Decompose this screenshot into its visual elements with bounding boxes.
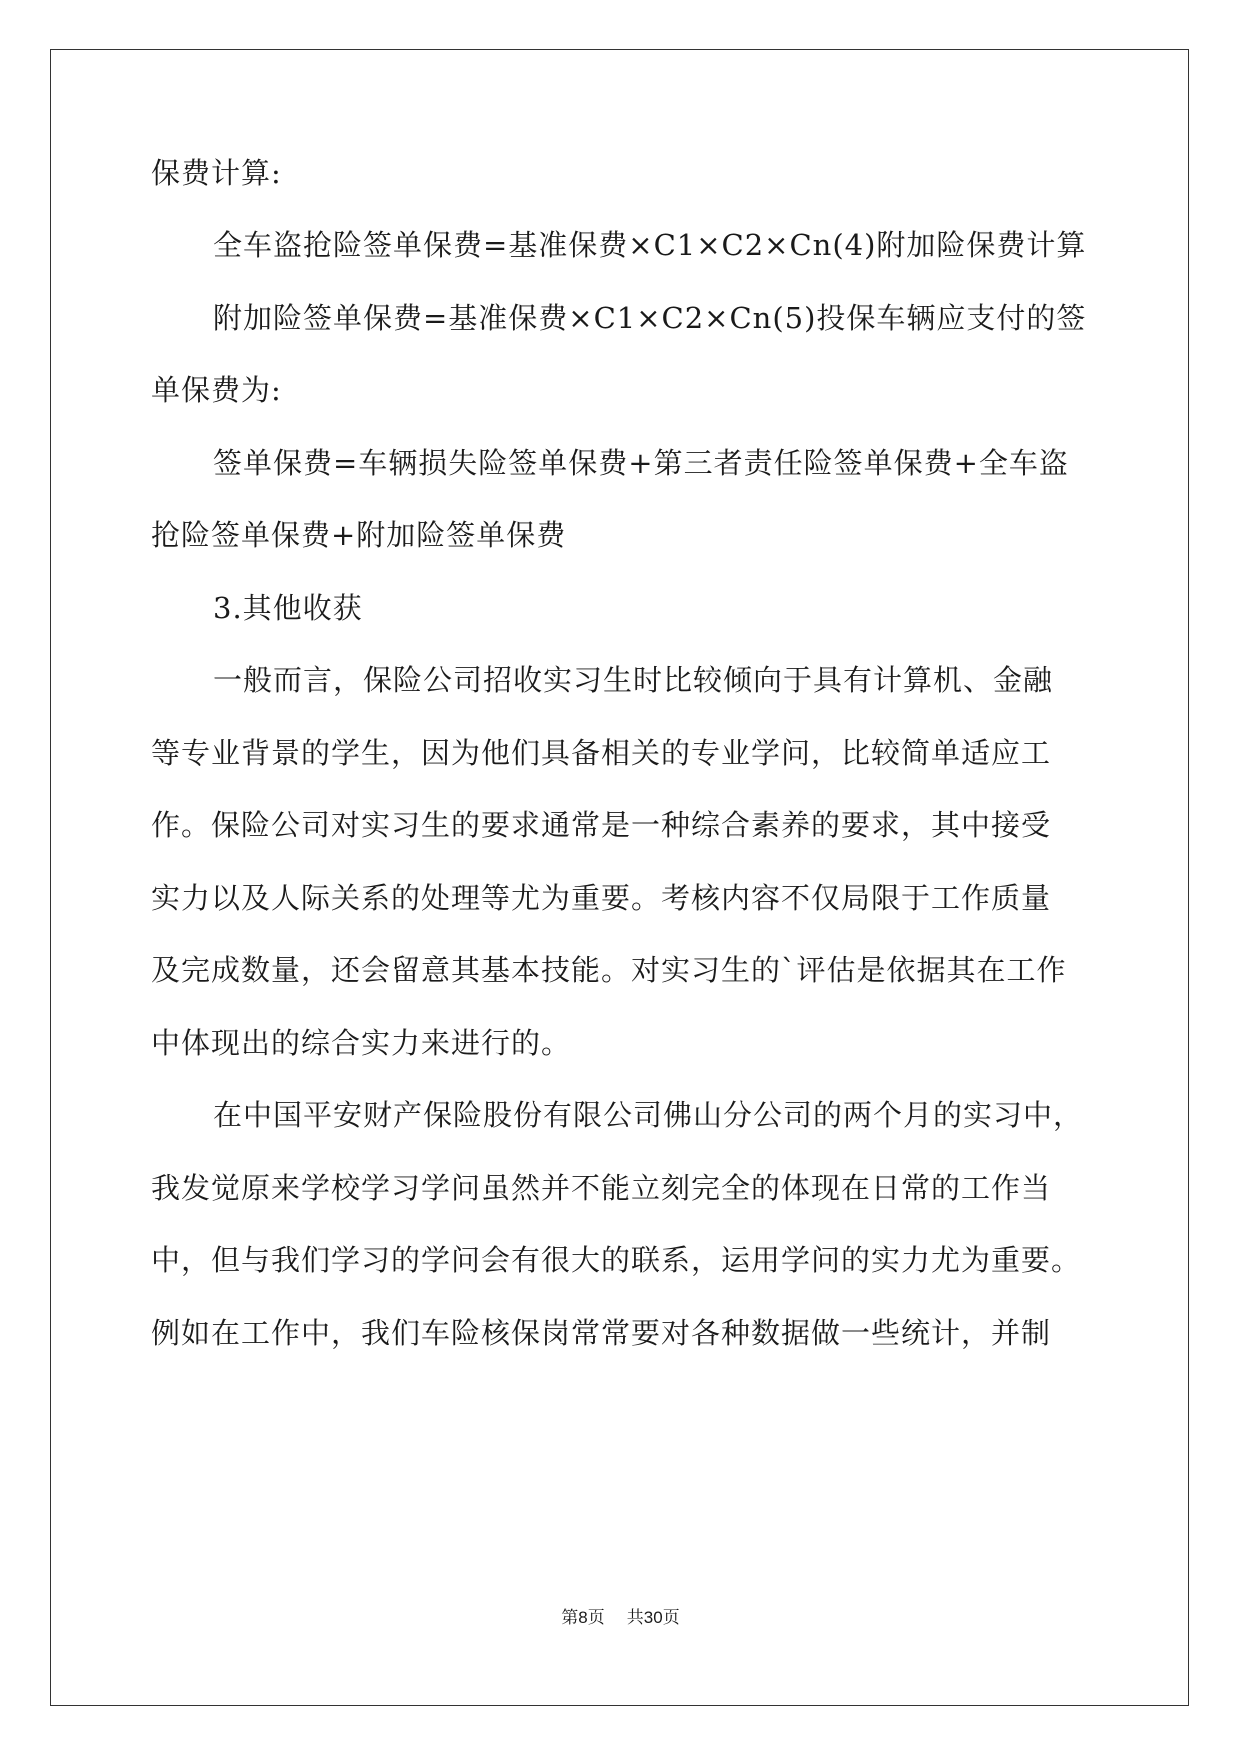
paragraph-line: 附加险签单保费=基准保费×C1×C2×Cn(5)投保车辆应支付的签 — [213, 301, 1087, 335]
paragraph-line: 签单保费=车辆损失险签单保费+第三者责任险签单保费+全车盗 — [213, 446, 1069, 480]
paragraph-line: 保费计算: — [151, 156, 282, 190]
total-pages: 30 — [643, 1608, 663, 1627]
paragraph-line: 中体现出的综合实力来进行的。 — [151, 1026, 572, 1060]
paragraph-line: 单保费为: — [151, 373, 282, 407]
paragraph-line: 一般而言，保险公司招收实习生时比较倾向于具有计算机、金融 — [213, 663, 1054, 697]
paragraph-line: 等专业背景的学生，因为他们具备相关的专业学问，比较简单适应工 — [151, 736, 1052, 770]
total-prefix: 共 — [626, 1608, 644, 1628]
paragraph-line: 抢险签单保费+附加险签单保费 — [151, 518, 567, 552]
page-prefix: 第 — [561, 1608, 579, 1628]
paragraph-line: 全车盗抢险签单保费=基准保费×C1×C2×Cn(4)附加险保费计算 — [213, 228, 1087, 262]
paragraph-line: 我发觉原来学校学习学问虽然并不能立刻完全的体现在日常的工作当 — [151, 1171, 1052, 1205]
page-footer — [0, 1606, 1241, 1630]
paragraph-line: 作。保险公司对实习生的要求通常是一种综合素养的要求，其中接受 — [151, 808, 1052, 842]
paragraph-line: 及完成数量，还会留意其基本技能。对实习生的`评估是依据其在工作 — [151, 953, 1067, 987]
paragraph-line: 在中国平安财产保险股份有限公司佛山分公司的两个月的实习中， — [213, 1098, 1084, 1132]
page-number: 8 — [578, 1608, 588, 1627]
paragraph-line: 中，但与我们学习的学问会有很大的联系，运用学问的实力尤为重要。 — [151, 1243, 1082, 1277]
page-suffix: 页 — [587, 1608, 605, 1628]
paragraph-line: 例如在工作中，我们车险核保岗常常要对各种数据做一些统计，并制 — [151, 1316, 1052, 1350]
paragraph-line: 实力以及人际关系的处理等尤为重要。考核内容不仅局限于工作质量 — [151, 881, 1052, 915]
total-suffix: 页 — [662, 1608, 680, 1628]
section-heading: 3.其他收获 — [213, 591, 363, 625]
